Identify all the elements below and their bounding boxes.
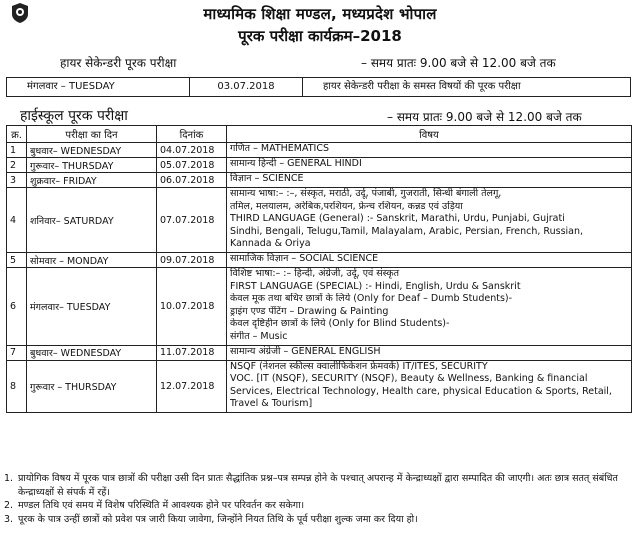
hs-schedule-table [6, 125, 632, 413]
subject-line: Travel & Tourism] [230, 398, 313, 410]
subject-line: सामान्य हिन्दी – GENERAL HINDI [230, 158, 362, 169]
footnote [2, 499, 636, 513]
row-subject [227, 253, 632, 268]
subject-line: सामाजिक विज्ञान – SOCIAL SCIENCE [230, 253, 379, 264]
row-number: 8 [7, 360, 27, 412]
row-day: बुधवार– WEDNESDAY [27, 345, 157, 360]
program-title: पूरक परीक्षा कार्यक्रम–2018 [238, 27, 402, 45]
row-number: 2 [7, 158, 27, 173]
subject-line: Kannada & Oriya [230, 238, 311, 250]
row-date: 11.07.2018 [157, 345, 227, 360]
row-date: 07.07.2018 [157, 188, 227, 253]
col-header-day: परीक्षा का दिन [27, 126, 157, 143]
footnote [2, 472, 636, 499]
row-subject [227, 268, 632, 346]
table-row [7, 268, 632, 346]
row-subject [227, 173, 632, 188]
table-row [7, 253, 632, 268]
row-date: 12.07.2018 [157, 360, 227, 412]
board-title: माध्यमिक शिक्षा मण्डल, मध्यप्रदेश भोपाल [203, 5, 437, 23]
table-row [7, 345, 632, 360]
row-date: 04.07.2018 [157, 143, 227, 158]
hss-title: हायर सेकेन्डरी पूरक परीक्षा [60, 56, 177, 70]
row-subject [227, 143, 632, 158]
footnote-text: पूरक के पात्र उन्हीं छात्रों को प्रवेश पत्र जारी किया जावेगा, जिन्होंने नियत तिथि के पूर्व परीक्षा शुल्क जमा कर दिया हो। [18, 513, 418, 525]
footnote-number: 3. [4, 513, 14, 525]
subject-line: विशिष्ट भाषा:– :– हिन्दी, अंग्रेजी, उर्दू, एवं संस्कृत [230, 268, 400, 279]
subject-line: ड्राइंग एण्ड पेंटिंग – Drawing & Painting [230, 305, 389, 317]
row-number: 7 [7, 345, 27, 360]
hss-day: मंगलवार – TUESDAY [7, 78, 190, 96]
subject-line: NSQF (नेशनल स्कील्स क्वालीफिकेशन फ्रेमवर्क) IT/ITES, SECURITY [230, 360, 488, 372]
row-number: 4 [7, 188, 27, 253]
hss-subject: हायर सेकेन्डरी परीक्षा के समस्त विषयों की पूरक परीक्षा [323, 81, 521, 92]
hs-title: हाईस्कूल पूरक परीक्षा [20, 108, 128, 124]
subject-line: केवल मूक तथा बधिर छात्रों के लिये (Only for Deaf – Dumb Students)- [230, 293, 513, 305]
col-header-subject: विषय [227, 126, 632, 143]
subject-line: विज्ञान – SCIENCE [230, 173, 304, 184]
row-subject [227, 360, 632, 412]
hss-timing: – समय प्रातः 9.00 बजे से 12.00 बजे तक [361, 56, 556, 70]
footnote-number: 1. [4, 473, 14, 484]
row-number: 5 [7, 253, 27, 268]
subject-line: Sindhi, Bengali, Telugu,Tamil, Malayalam, Arabic, Persian, French, Russian, [230, 225, 584, 237]
table-row [7, 360, 632, 412]
subject-line: सामान्य अंग्रेजी – GENERAL ENGLISH [230, 345, 381, 357]
row-number: 6 [7, 268, 27, 346]
row-day: गुरूवार– THURSDAY [27, 158, 157, 173]
subject-line: सामान्य भाषा:– :–, संस्कृत, मराठी, उर्दू, पंजाबी, गुजराती, सिन्धी बंगाली तेलगू, [230, 188, 502, 199]
subject-line: तमिल, मलयालम, अरेबिक,परशियन, फ्रेन्च रशियन, कन्नड एवं उड़िया [230, 200, 463, 212]
table-header-row [7, 126, 632, 143]
table-row [7, 158, 632, 173]
table-row [7, 143, 632, 158]
table-body [7, 143, 632, 413]
subject-line: VOC. [IT (NSQF), SECURITY (NSQF), Beauty & Wellness, Banking & financial [230, 373, 588, 385]
col-header-no: क्र. [7, 126, 27, 143]
hss-date: 03.07.2018 [190, 78, 303, 96]
footnotes [2, 472, 636, 526]
footnote [2, 513, 636, 527]
footnote-number: 2. [4, 500, 14, 511]
row-day: सोमवार – MONDAY [27, 253, 157, 268]
hs-timing: – समय प्रातः 9.00 बजे से 12.00 बजे तक [387, 110, 582, 124]
row-date: 06.07.2018 [157, 173, 227, 188]
row-day: शुक्रवार– FRIDAY [27, 173, 157, 188]
row-subject [227, 158, 632, 173]
col-header-date: दिनांक [157, 126, 227, 143]
row-date: 09.07.2018 [157, 253, 227, 268]
row-number: 1 [7, 143, 27, 158]
row-number: 3 [7, 173, 27, 188]
row-day: बुधवार– WEDNESDAY [27, 143, 157, 158]
subject-line: FIRST LANGUAGE (SPECIAL) :- Hindi, English, Urdu & Sanskrit [230, 280, 521, 292]
subject-line: THIRD LANGUAGE (General) :- Sanskrit, Marathi, Urdu, Punjabi, Gujrati [230, 213, 565, 225]
row-date: 05.07.2018 [157, 158, 227, 173]
footnote-text: मण्डल तिथि एवं समय में विशेष परिस्थिति में आवश्यक होने पर परिवर्तन कर सकेगा। [18, 500, 305, 511]
subject-line: केवल दृष्टिहीन छात्रों के लिये (Only for Blind Students)- [230, 318, 450, 330]
row-subject [227, 188, 632, 253]
table-row [7, 173, 632, 188]
row-day: गुरूवार – THURSDAY [27, 360, 157, 412]
row-day: शनिवार– SATURDAY [27, 188, 157, 253]
subject-line: Services, Electrical Technology, Health care, physical Education & Sports, Retail, [230, 385, 612, 397]
hss-schedule-row [6, 77, 631, 97]
row-date: 10.07.2018 [157, 268, 227, 346]
subject-line: संगीत – Music [230, 330, 288, 342]
subject-line: गणित – MATHEMATICS [230, 143, 330, 154]
footnote-text: प्रायोगिक विषय में पूरक पात्र छात्रों की परीक्षा उसी दिन प्रातः सैद्धांतिक प्रश्न–पत्र सम्पन्न होने के पश्चात् अपरान्ह में केन्द्राध्यक्षों द्वारा सम्पादित की जाएगी। अतः छात्र सतत् संबंधित केन्द्राध्यक्षों से संपर्क में रहें। [18, 473, 618, 498]
row-subject [227, 345, 632, 360]
row-day: मंगलवार– TUESDAY [27, 268, 157, 346]
table-row [7, 188, 632, 253]
